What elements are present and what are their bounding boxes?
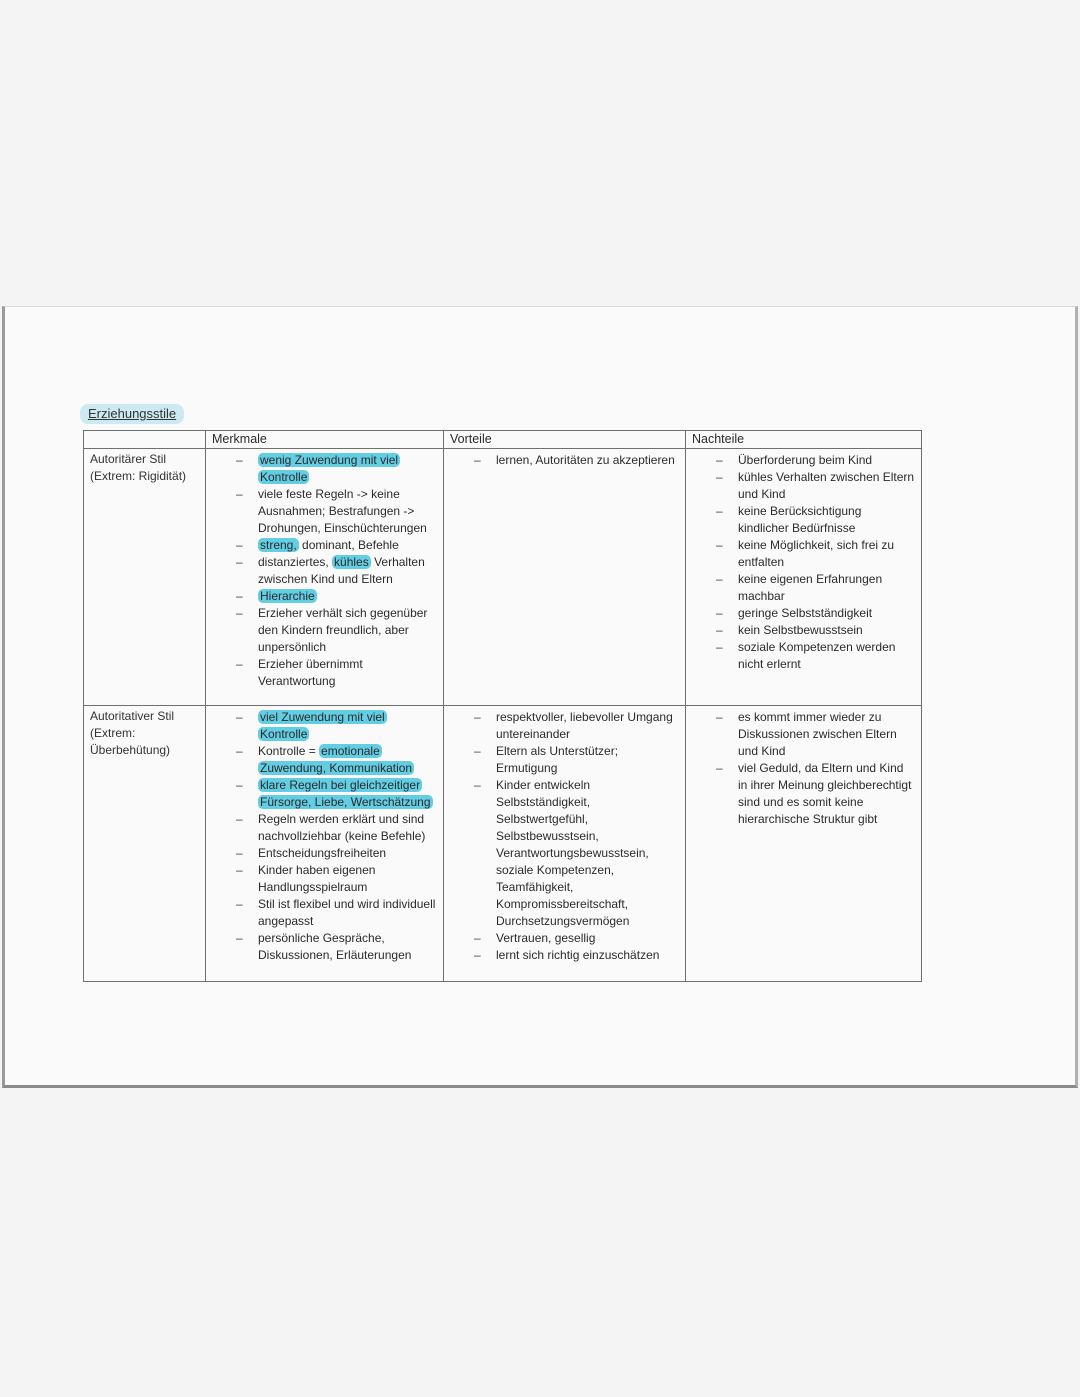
header-vorteile: Vorteile bbox=[444, 431, 686, 449]
list-item bbox=[210, 554, 439, 588]
list-item bbox=[210, 845, 439, 862]
parenting-styles-table bbox=[83, 430, 922, 982]
header-nachteile: Nachteile bbox=[686, 431, 922, 449]
highlighted-text: kühles bbox=[334, 555, 369, 569]
nachteile-cell bbox=[686, 706, 922, 982]
highlighted-text: emotionale Zuwendung, Kommunikation bbox=[260, 744, 413, 775]
list-item: – lernen, Autoritäten zu akzeptieren bbox=[448, 452, 681, 469]
header-row bbox=[84, 431, 922, 449]
list-item bbox=[210, 811, 439, 845]
highlighted-text: klare Regeln bei gleichzeitiger Fürsorge, Liebe, Wertschätzung bbox=[260, 778, 431, 809]
item-text: Erzieher übernimmt Verantwortung bbox=[258, 657, 363, 688]
highlighted-text: Hierarchie bbox=[260, 589, 315, 603]
vorteile-cell bbox=[444, 449, 686, 706]
merkmale-list bbox=[210, 452, 439, 690]
document-title: Erziehungsstile bbox=[80, 404, 184, 424]
list-item: – respektvoller, liebevoller Umgang untereinander bbox=[448, 709, 681, 743]
style-cell bbox=[84, 706, 206, 982]
item-text: viele feste Regeln -> keine Ausnahmen; Bestrafungen -> Drohungen, Einschüchterungen bbox=[258, 487, 427, 535]
list-item: – Überforderung beim Kind bbox=[690, 452, 917, 469]
list-item: – keine Berücksichtigung kindlicher Bedürfnisse bbox=[690, 503, 917, 537]
list-item: – Eltern als Unterstützer; Ermutigung bbox=[448, 743, 681, 777]
list-item bbox=[210, 656, 439, 690]
item-text: dominant, Befehle bbox=[298, 538, 399, 552]
header-merkmale: Merkmale bbox=[206, 431, 444, 449]
list-item: – keine eigenen Erfahrungen machbar bbox=[690, 571, 917, 605]
vorteile-list bbox=[448, 452, 681, 469]
list-item: – geringe Selbstständigkeit bbox=[690, 605, 917, 622]
style-name: Autoritärer Stil bbox=[90, 452, 167, 466]
list-item bbox=[210, 930, 439, 964]
style-extreme: (Extrem: Überbehütung) bbox=[90, 726, 171, 757]
list-item: – kühles Verhalten zwischen Eltern und Kind bbox=[690, 469, 917, 503]
highlighted-text: streng, bbox=[260, 538, 297, 552]
list-item: – Kinder entwickeln Selbstständigkeit, Selbstwertgefühl, Selbstbewusstsein, Verantwortungsbewusstsein, soziale Kompetenzen, Teamfähigkeit, Kompromissbereitschaft, Durchsetzungsvermögen bbox=[448, 777, 681, 930]
header-empty bbox=[84, 431, 206, 449]
list-item: – viel Geduld, da Eltern und Kind in ihrer Meinung gleichberechtigt sind und es somit keine hierarchische Struktur gibt bbox=[690, 760, 917, 828]
item-text: distanziertes, bbox=[258, 555, 333, 569]
list-item: – lernt sich richtig einzuschätzen bbox=[448, 947, 681, 964]
list-item bbox=[210, 862, 439, 896]
list-item bbox=[210, 486, 439, 537]
list-item bbox=[210, 743, 439, 777]
list-item: – es kommt immer wieder zu Diskussionen zwischen Eltern und Kind bbox=[690, 709, 917, 760]
nachteile-list bbox=[690, 452, 917, 673]
item-text: Erzieher verhält sich gegenüber den Kindern freundlich, aber unpersönlich bbox=[258, 606, 428, 654]
item-text: Kontrolle = bbox=[258, 744, 320, 758]
highlighted-text: wenig Zuwendung mit viel Kontrolle bbox=[260, 453, 399, 484]
item-text: Stil ist flexibel und wird individuell angepasst bbox=[258, 897, 436, 928]
nachteile-cell bbox=[686, 449, 922, 706]
style-extreme: (Extrem: Rigidität) bbox=[90, 469, 187, 483]
table-row-autoritaer bbox=[84, 449, 922, 706]
style-cell bbox=[84, 449, 206, 706]
item-text: Verhalten zwischen Kind und Eltern bbox=[258, 555, 425, 586]
list-item: – keine Möglichkeit, sich frei zu entfalten bbox=[690, 537, 917, 571]
merkmale-list bbox=[210, 709, 439, 964]
item-text: Kinder haben eigenen Handlungsspielraum bbox=[258, 863, 376, 894]
nachteile-list bbox=[690, 709, 917, 828]
style-name: Autoritativer Stil bbox=[90, 709, 175, 723]
list-item: – kein Selbstbewusstsein bbox=[690, 622, 917, 639]
merkmale-cell bbox=[206, 449, 444, 706]
list-item bbox=[210, 709, 439, 743]
vorteile-list bbox=[448, 709, 681, 964]
highlighted-text: viel Zuwendung mit viel Kontrolle bbox=[260, 710, 385, 741]
list-item bbox=[210, 777, 439, 811]
list-item bbox=[210, 537, 439, 554]
table-row-autoritativ bbox=[84, 706, 922, 982]
list-item bbox=[210, 452, 439, 486]
item-text: Regeln werden erklärt und sind nachvollziehbar (keine Befehle) bbox=[258, 812, 426, 843]
item-text: persönliche Gespräche, Diskussionen, Erläuterungen bbox=[258, 931, 412, 962]
list-item bbox=[210, 896, 439, 930]
list-item: – soziale Kompetenzen werden nicht erlernt bbox=[690, 639, 917, 673]
item-text: Entscheidungsfreiheiten bbox=[258, 846, 387, 860]
merkmale-cell bbox=[206, 706, 444, 982]
vorteile-cell bbox=[444, 706, 686, 982]
list-item: – Vertrauen, gesellig bbox=[448, 930, 681, 947]
list-item bbox=[210, 605, 439, 656]
list-item bbox=[210, 588, 439, 605]
